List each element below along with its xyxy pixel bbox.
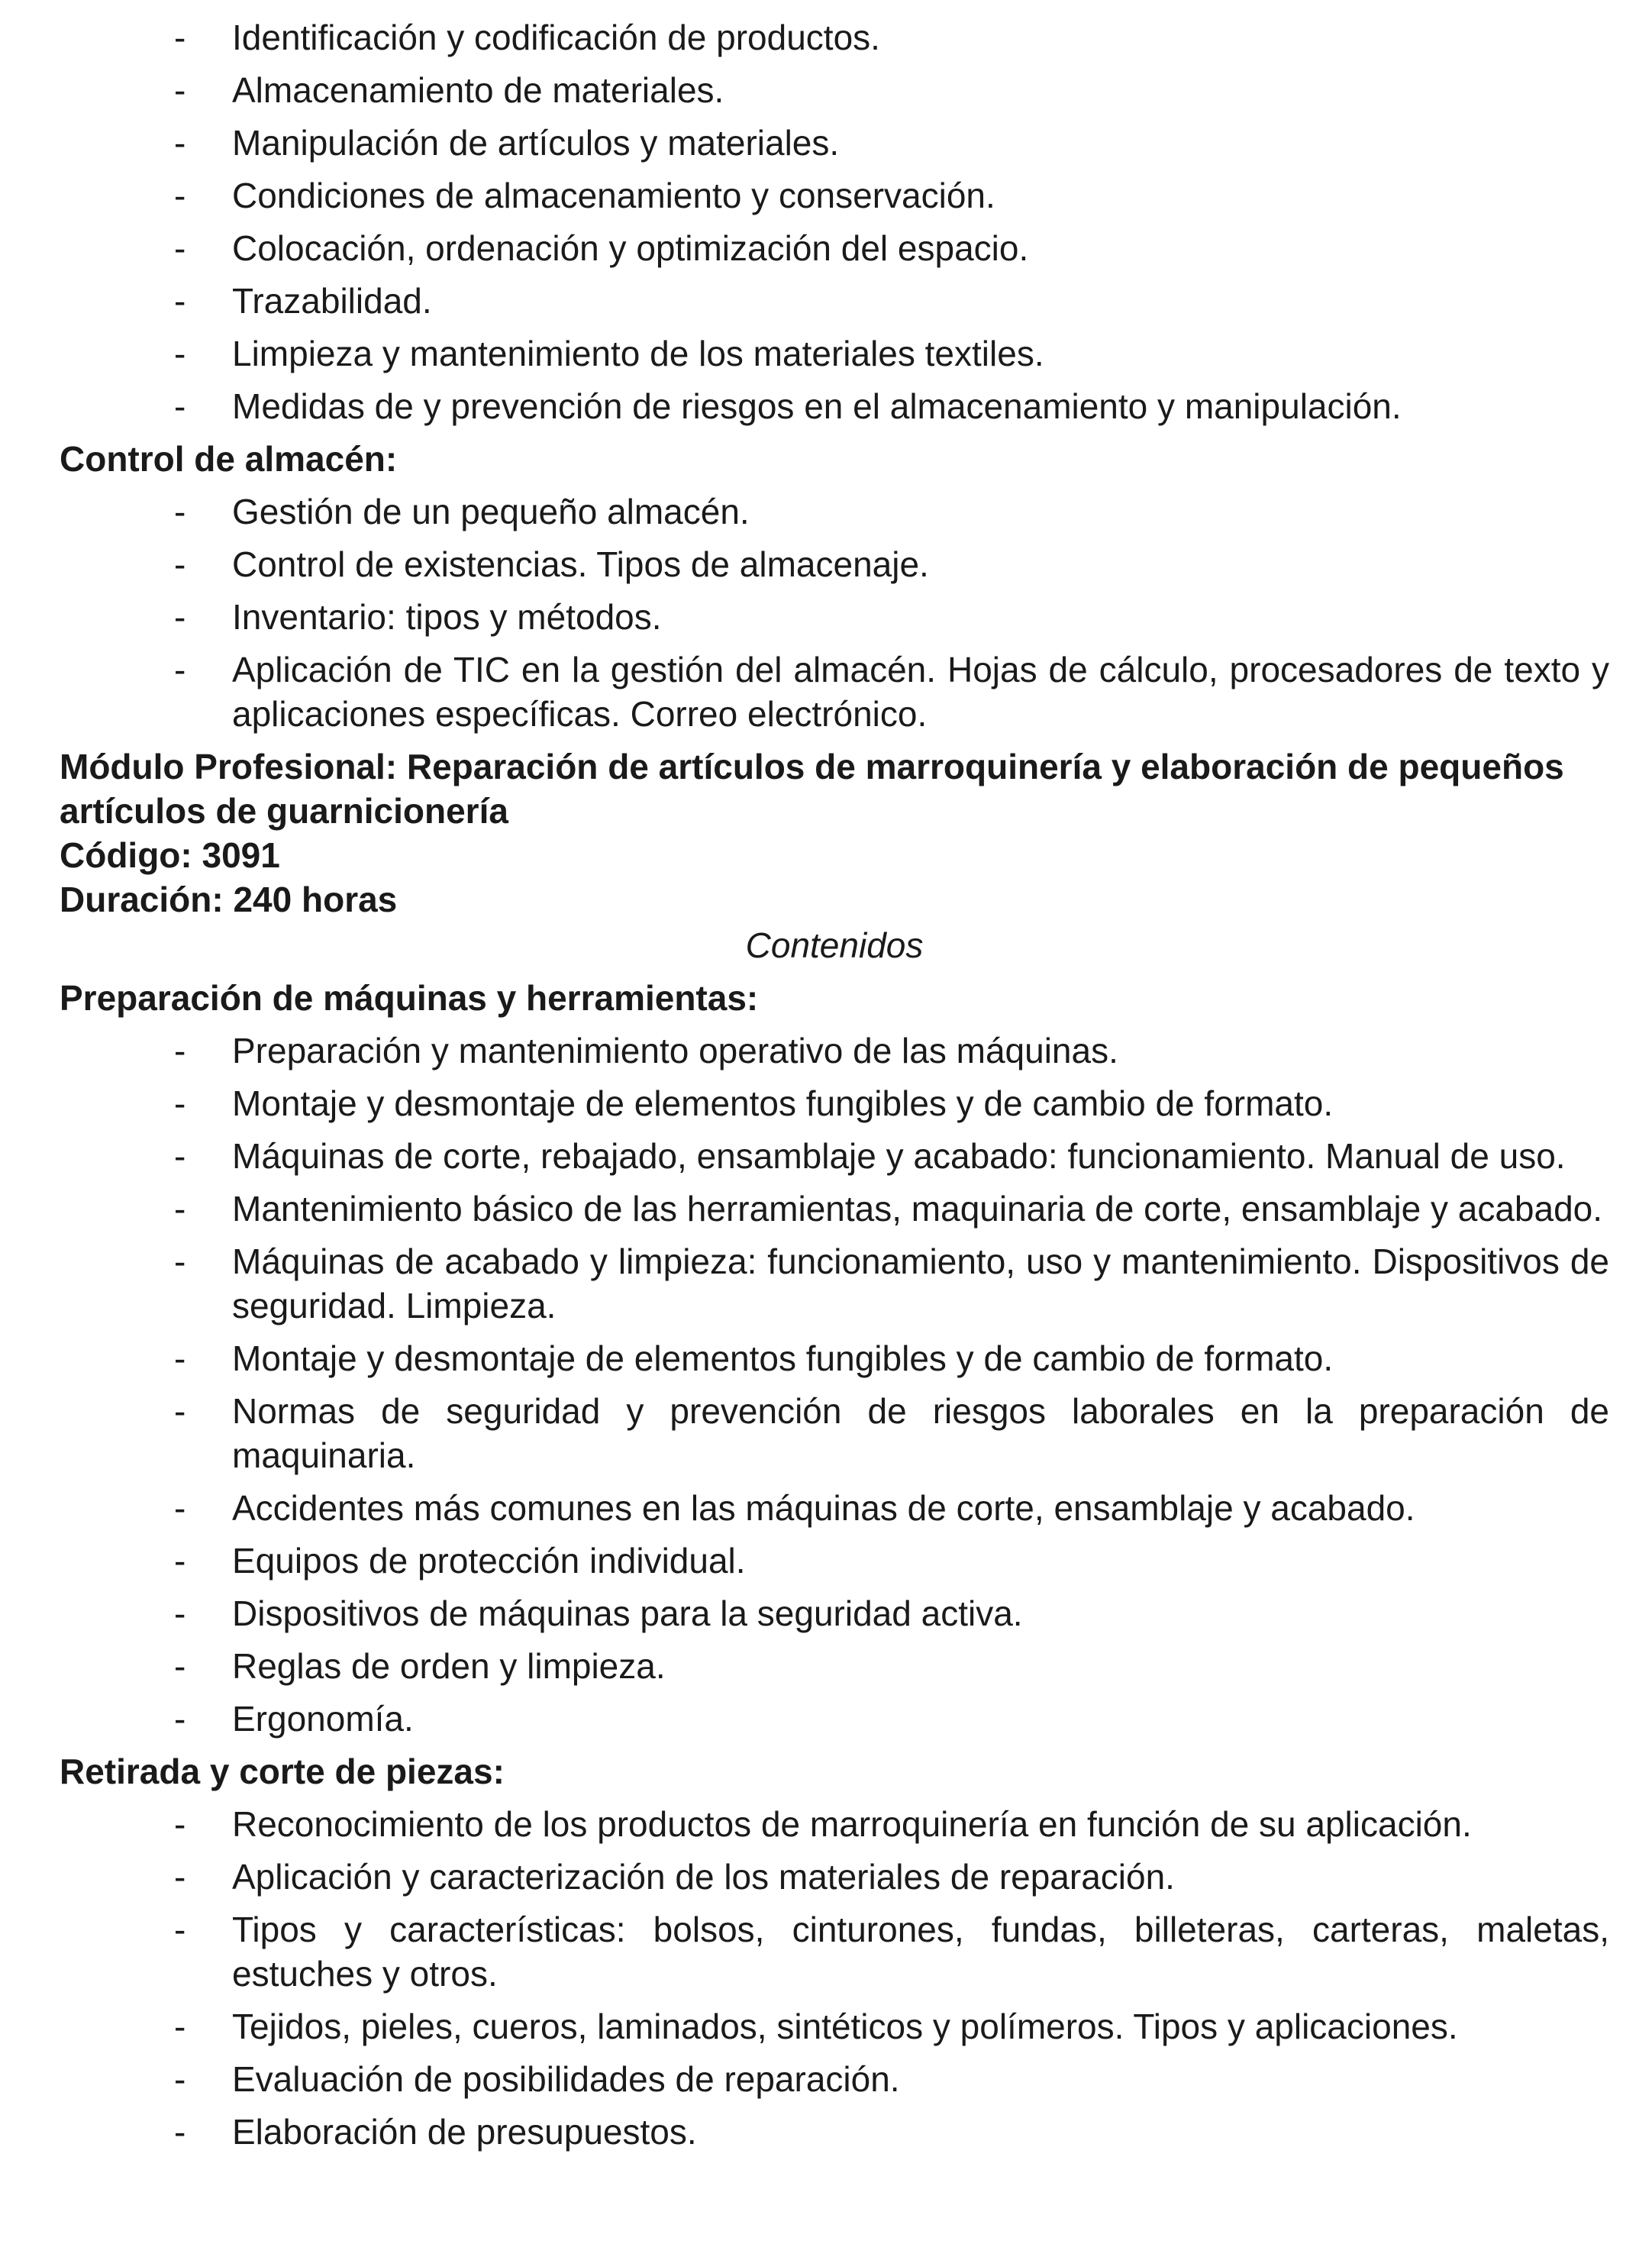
list-item-text: Montaje y desmontaje de elementos fungibles y de cambio de formato. [232, 1083, 1334, 1123]
list-item [60, 226, 1609, 270]
document-page [60, 15, 1609, 2162]
list-item-text: Gestión de un pequeño almacén. [232, 492, 750, 531]
list-item [60, 68, 1609, 112]
list-item [60, 542, 1609, 586]
list-item [60, 1187, 1609, 1231]
list-item [60, 1802, 1609, 1846]
list-item-text: Condiciones de almacenamiento y conservación. [232, 176, 995, 215]
list-item [60, 595, 1609, 639]
removal-cutting-list [60, 1802, 1609, 2154]
list-item [60, 1486, 1609, 1530]
bullet-dash: - [174, 1189, 186, 1229]
list-item [60, 1081, 1609, 1125]
bullet-dash: - [174, 1488, 186, 1528]
list-item-text: Tejidos, pieles, cueros, laminados, sintéticos y polímeros. Tipos y aplicaciones. [232, 2007, 1458, 2046]
list-item [60, 173, 1609, 218]
bullet-dash: - [174, 2112, 186, 2152]
list-item-text: Máquinas de acabado y limpieza: funcionamiento, uso y mantenimiento. Dispositivos de seguridad. Limpieza. [232, 1242, 1609, 1325]
list-item [60, 647, 1609, 736]
list-item-text: Preparación y mantenimiento operativo de las máquinas. [232, 1031, 1118, 1070]
module-header [60, 744, 1609, 922]
list-item-text: Reconocimiento de los productos de marroquinería en función de su aplicación. [232, 1804, 1472, 1844]
bullet-dash: - [174, 281, 186, 321]
bullet-dash: - [174, 1083, 186, 1123]
warehouse-control-list [60, 489, 1609, 736]
list-item [60, 1591, 1609, 1635]
contents-title: Contenidos [745, 925, 924, 965]
list-item [60, 1239, 1609, 1328]
bullet-dash: - [174, 544, 186, 584]
bullet-dash: - [174, 650, 186, 689]
list-item-text: Equipos de protección individual. [232, 1541, 746, 1581]
list-item-text: Inventario: tipos y métodos. [232, 597, 662, 637]
list-item-text: Ergonomía. [232, 1699, 414, 1739]
list-item [60, 1697, 1609, 1741]
bullet-dash: - [174, 492, 186, 531]
list-item [60, 121, 1609, 165]
bullet-dash: - [174, 1699, 186, 1739]
list-item [60, 1028, 1609, 1073]
list-item [60, 279, 1609, 323]
bullet-dash: - [174, 1391, 186, 1431]
bullet-dash: - [174, 334, 186, 373]
list-item [60, 1907, 1609, 1996]
list-item-text: Máquinas de corte, rebajado, ensamblaje y acabado: funcionamiento. Manual de uso. [232, 1136, 1566, 1176]
module-code: Código: 3091 [60, 835, 280, 875]
list-item-text: Reglas de orden y limpieza. [232, 1646, 666, 1686]
module-duration: Duración: 240 horas [60, 880, 398, 919]
list-item-text: Colocación, ordenación y optimización del espacio. [232, 228, 1029, 268]
list-item-text: Identificación y codificación de productos. [232, 18, 880, 57]
bullet-dash: - [174, 597, 186, 637]
section-heading-warehouse-control: Control de almacén: [60, 439, 398, 479]
list-item-text: Montaje y desmontaje de elementos fungibles y de cambio de formato. [232, 1338, 1334, 1378]
list-item-text: Accidentes más comunes en las máquinas de corte, ensamblaje y acabado. [232, 1488, 1415, 1528]
list-item-text: Medidas de y prevención de riesgos en el almacenamiento y manipulación. [232, 386, 1402, 426]
list-item [60, 1644, 1609, 1688]
list-item [60, 384, 1609, 428]
list-item-text: Normas de seguridad y prevención de riesgos laborales en la preparación de maquinaria. [232, 1391, 1609, 1475]
list-item-text: Trazabilidad. [232, 281, 432, 321]
bullet-dash: - [174, 2059, 186, 2099]
bullet-dash: - [174, 70, 186, 110]
list-item-text: Aplicación de TIC en la gestión del almacén. Hojas de cálculo, procesadores de texto y aplicaciones específicas. Correo electrónico. [232, 650, 1609, 734]
section-heading-machine-preparation: Preparación de máquinas y herramientas: [60, 978, 759, 1018]
list-item [60, 1336, 1609, 1380]
list-item [60, 1389, 1609, 1477]
bullet-dash: - [174, 1136, 186, 1176]
list-item [60, 1134, 1609, 1178]
storage-list [60, 15, 1609, 428]
list-item-text: Limpieza y mantenimiento de los materiales textiles. [232, 334, 1044, 373]
list-item [60, 1539, 1609, 1583]
bullet-dash: - [174, 1541, 186, 1581]
list-item-text: Manipulación de artículos y materiales. [232, 123, 840, 163]
list-item-text: Control de existencias. Tipos de almacenaje. [232, 544, 929, 584]
list-item [60, 489, 1609, 534]
section-heading-removal-cutting: Retirada y corte de piezas: [60, 1752, 505, 1791]
list-item [60, 2110, 1609, 2154]
bullet-dash: - [174, 176, 186, 215]
bullet-dash: - [174, 1338, 186, 1378]
bullet-dash: - [174, 2007, 186, 2046]
list-item [60, 2057, 1609, 2101]
list-item [60, 2004, 1609, 2049]
list-item-text: Tipos y características: bolsos, cinturones, fundas, billeteras, carteras, maletas, estuches y otros. [232, 1910, 1609, 1994]
list-item [60, 331, 1609, 376]
bullet-dash: - [174, 1593, 186, 1633]
machine-preparation-list [60, 1028, 1609, 1741]
list-item-text: Almacenamiento de materiales. [232, 70, 724, 110]
bullet-dash: - [174, 1857, 186, 1897]
list-item-text: Evaluación de posibilidades de reparación. [232, 2059, 900, 2099]
list-item [60, 1855, 1609, 1899]
module-title: Módulo Profesional: Reparación de artículos de marroquinería y elaboración de pequeños artículos de guarnicionería [60, 747, 1564, 831]
bullet-dash: - [174, 386, 186, 426]
bullet-dash: - [174, 18, 186, 57]
list-item-text: Elaboración de presupuestos. [232, 2112, 697, 2152]
list-item [60, 15, 1609, 60]
list-item-text: Dispositivos de máquinas para la seguridad activa. [232, 1593, 1023, 1633]
bullet-dash: - [174, 1804, 186, 1844]
bullet-dash: - [174, 1910, 186, 1949]
bullet-dash: - [174, 1242, 186, 1281]
list-item-text: Mantenimiento básico de las herramientas, maquinaria de corte, ensamblaje y acabado. [232, 1189, 1603, 1229]
list-item-text: Aplicación y caracterización de los materiales de reparación. [232, 1857, 1175, 1897]
bullet-dash: - [174, 1031, 186, 1070]
bullet-dash: - [174, 123, 186, 163]
bullet-dash: - [174, 1646, 186, 1686]
bullet-dash: - [174, 228, 186, 268]
